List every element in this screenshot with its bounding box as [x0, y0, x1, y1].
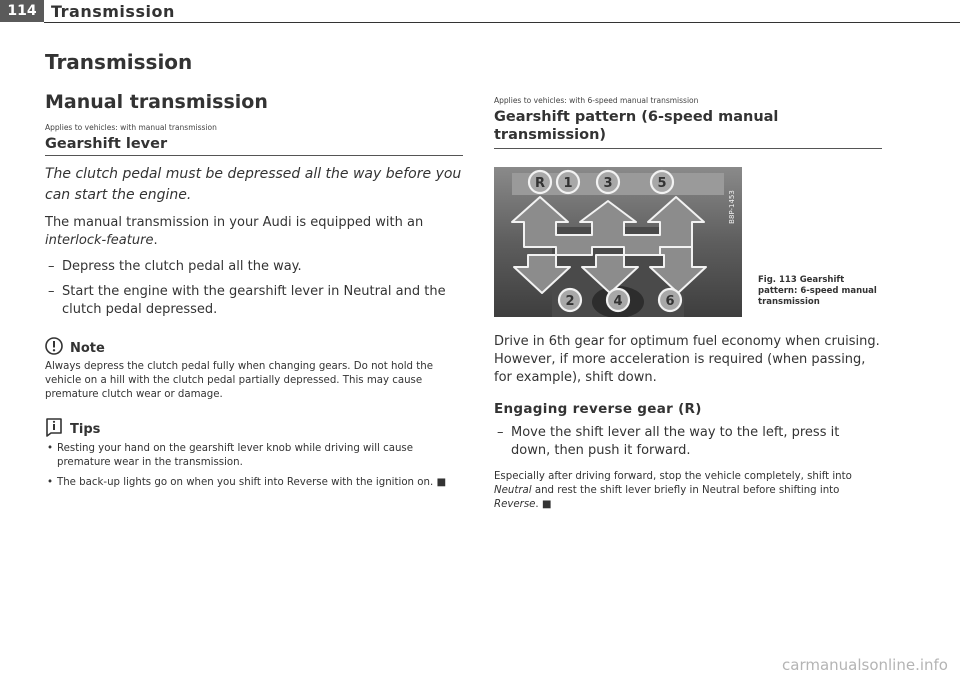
caution-circle-icon — [45, 337, 63, 355]
reverse-step: – Move the shift lever all the way to the left, press it down, then push it forward. — [497, 425, 840, 458]
gear-label-1: 1 — [563, 176, 573, 191]
reverse-gear-title: Engaging reverse gear (R) — [494, 401, 702, 417]
reverse-caution-paragraph: Especially after driving forward, stop the vehicle completely, shift into Neutral and rest the shift lever briefly in Neutral before shifting into Reverse. ■ — [494, 471, 852, 510]
chapter-title: Transmission — [45, 50, 193, 74]
info-book-icon — [45, 417, 63, 437]
left-column — [45, 50, 463, 490]
subsection-rule — [45, 155, 463, 156]
end-mark-right: ■ — [541, 499, 552, 510]
gear-label-2: 2 — [565, 294, 575, 309]
step-1: – Depress the clutch pedal all the way. — [48, 259, 302, 274]
figure-block — [494, 167, 882, 317]
step-2: – Start the engine with the gearshift lever in Neutral and the clutch pedal depressed. — [48, 284, 446, 317]
tip-2: • The back-up lights go on when you shift into Reverse with the ignition on. ■ — [47, 477, 447, 488]
subsection-title: Gearshift lever — [45, 136, 168, 152]
gear-label-3: 3 — [603, 176, 613, 191]
interlock-paragraph: The manual transmission in your Audi is equipped with an interlock-feature. — [45, 215, 424, 248]
figure-code: B8P-1453 — [728, 190, 736, 224]
tips-title: Tips — [70, 422, 101, 437]
watermark: carmanualsonline.info — [782, 656, 948, 674]
lead-warning: The clutch pedal must be depressed all the way before you can start the engine. — [45, 166, 462, 203]
sixth-gear-paragraph: Drive in 6th gear for optimum fuel economy when cruising. However, if more acceleration is required (when passing, for example), shift down. — [494, 334, 880, 385]
interlock-term: interlock-feature — [45, 233, 154, 248]
section-title: Manual transmission — [45, 91, 268, 113]
tips-header — [45, 416, 463, 437]
title-rule — [494, 148, 882, 149]
gear-label-6: 6 — [665, 294, 675, 309]
figure-caption: Fig. 113 Gearshift pattern: 6-speed manual transmission — [758, 275, 877, 307]
running-head: Transmission — [51, 2, 175, 21]
note-text: Always depress the clutch pedal fully when changing gears. Do not hold the vehicle on a hill with the clutch pedal partially depressed. This may cause premature clutch wear or damage. — [45, 361, 433, 400]
page-number: 114 — [0, 0, 44, 22]
tip-1: • Resting your hand on the gearshift lever knob while driving will cause premature wear in the transmission. — [47, 443, 413, 468]
applies-note-6speed: Applies to vehicles: with 6-speed manual transmission — [494, 96, 699, 105]
note-header — [45, 335, 463, 356]
note-title: Note — [70, 341, 105, 356]
gear-label-r: R — [534, 176, 546, 191]
end-mark: ■ — [436, 477, 447, 488]
right-column — [494, 96, 882, 512]
applies-note: Applies to vehicles: with manual transmission — [45, 123, 217, 132]
gear-label-4: 4 — [613, 294, 623, 309]
gear-label-5: 5 — [657, 176, 667, 191]
gearshift-pattern-title: Gearshift pattern (6-speed manual transmission) — [494, 109, 779, 143]
header-rule — [44, 22, 960, 23]
gearshift-pattern-figure — [494, 167, 742, 317]
